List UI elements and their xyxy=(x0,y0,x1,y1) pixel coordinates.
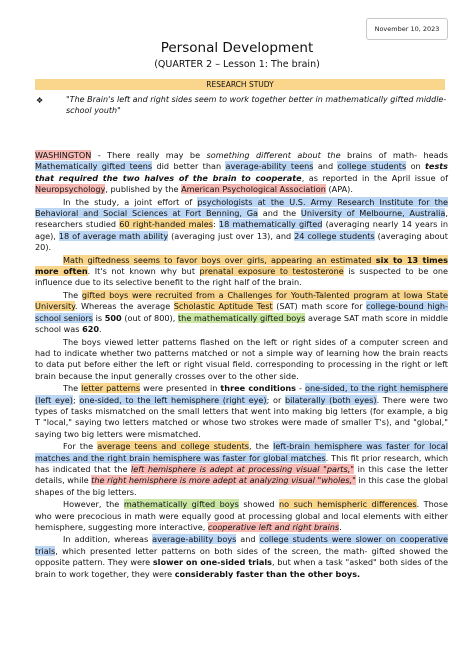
span: , published by the xyxy=(105,184,182,195)
span: . Those who were precocious in math were equally good at processing global and local elements with either hemisphere, suggesting more interactive, xyxy=(35,499,448,532)
span: average teens and college students xyxy=(97,441,249,452)
span: . xyxy=(99,324,102,335)
span: Mathematically gifted teens xyxy=(35,161,153,172)
span: 620 xyxy=(82,324,100,335)
span: , the xyxy=(249,441,274,452)
span: (averaging just over 13), and xyxy=(168,230,295,241)
span: The xyxy=(63,289,82,300)
span: American Psychological Association xyxy=(181,184,326,195)
span: letter patterns xyxy=(81,383,141,394)
span: (APA). xyxy=(325,184,353,195)
span: , but when a task "asked" both sides of the brain to work together, they were xyxy=(35,557,448,579)
span: average-ability boys xyxy=(152,534,237,545)
span: 500 xyxy=(104,312,122,323)
span: showed xyxy=(238,499,279,510)
span: , researchers studied xyxy=(35,208,449,230)
span: in this case the global shapes of the big letters. xyxy=(35,475,448,497)
span: . There were two types of tasks mismatched on the small letters that went into making big letters (for example, a big T "local," saying two letters matched or whose two strokes were made of smaller T's), and "global," saying two big letters were mismatched. xyxy=(35,394,449,439)
span: . It's not known why but xyxy=(87,266,200,277)
span: three conditions xyxy=(220,383,297,394)
span: (out of 800) xyxy=(121,312,173,323)
span: The boys viewed letter patterns flashed on the left or right sides of a computer screen and had to indicate whether two patterns matched or not a simple way of learning how the brain reacts to data put before either the left or right visual field. corresponding to processing in the right or left brain because the input generally crosses over to the other side. xyxy=(35,336,448,381)
span: the right hemisphere is more adept at analyzing visual "wholes," xyxy=(91,475,356,486)
date-box: November 10, 2023 xyxy=(366,18,448,40)
span: However, the xyxy=(63,499,124,510)
span: (SAT) math score for xyxy=(272,301,367,312)
span: Neuropsychology xyxy=(35,184,106,195)
span: - There really may be xyxy=(91,150,207,160)
span: something different about the xyxy=(206,150,341,160)
span: psychologists at the U.S. Army Research Institute for the Behavioral and Social Sciences at Fort Benning, Ga xyxy=(35,196,448,219)
page-subtitle: (QUARTER 2 – Lesson 1: The brain) xyxy=(154,59,320,70)
span: slower on one-sided trials xyxy=(152,557,272,568)
span: (averaging about 20). xyxy=(35,230,448,253)
span: : xyxy=(212,219,219,230)
span: six to 13 times more often xyxy=(35,254,448,277)
span: the mathematically gifted boys xyxy=(177,312,306,323)
span: were slower on cooperative trials xyxy=(35,534,448,556)
span: 18 mathematically gifted xyxy=(218,219,323,230)
span: 24 college students xyxy=(294,230,375,241)
span: and the xyxy=(258,208,301,219)
span: University of Melbourne, Australia xyxy=(300,208,446,219)
span: college students xyxy=(337,161,407,172)
span: In addition, whereas xyxy=(63,534,153,545)
article-body xyxy=(35,150,448,581)
paragraph-4 xyxy=(35,290,448,336)
quote-text: "The Brain's left and right sides seem to work together better in mathematically gifted middle- school youth" xyxy=(66,95,447,115)
span: . This fit prior research, which has indicated that the xyxy=(35,452,448,474)
span: ; or xyxy=(266,394,285,405)
span: is suspected to be one influence due to its selective benefit to the right half of the brain. xyxy=(35,266,448,288)
span: on xyxy=(406,161,426,172)
span: ; xyxy=(72,394,80,405)
paragraph-1 xyxy=(35,150,448,196)
span: 60 right-handed males xyxy=(119,219,213,230)
paragraph-2 xyxy=(35,197,448,254)
span: did better than xyxy=(152,161,226,172)
span: one-sided, to the right hemisphere (left eye) xyxy=(35,383,448,405)
span: In the study, a joint effort of xyxy=(63,196,198,207)
span: cooperative left and right brains xyxy=(207,522,340,532)
span: no such hemispheric differences xyxy=(278,499,417,510)
paragraph-3 xyxy=(35,255,448,289)
span: , which presented letter patterns on both sides of the screen, the math- gifted showed the opposite pattern. They were xyxy=(35,545,448,568)
span: brains of math- heads xyxy=(340,150,448,160)
span: college students xyxy=(259,534,328,545)
paragraph-8 xyxy=(35,499,448,533)
diamond-bullet-icon: ❖ xyxy=(36,96,44,105)
span: mathematically gifted boys xyxy=(123,499,239,510)
research-quote xyxy=(36,94,448,116)
span: (averaging nearly 14 years in age), xyxy=(35,219,449,241)
span: . xyxy=(339,522,342,532)
span: Math giftedness seems to favor boys over girls, appearing an estimated xyxy=(63,254,372,265)
span: were presented in xyxy=(140,383,221,394)
span: gifted boys were recruited from a Challenges for Youth-Talented program at Iowa State University xyxy=(35,289,448,312)
span: tests that required the two halves of the brain to cooperate xyxy=(35,161,448,183)
span: college-bound high-school seniors xyxy=(35,301,448,323)
span: left-brain hemisphere was faster for local matches and the right brain hemisphere was faster for global matches xyxy=(35,441,448,463)
page-title: Personal Development xyxy=(160,40,314,56)
span: average-ability teens xyxy=(225,161,314,172)
span: left hemisphere is adept at processing visual "parts," xyxy=(130,463,355,474)
paragraph-7 xyxy=(35,441,448,498)
paragraph-9 xyxy=(35,534,448,580)
span: - xyxy=(296,383,305,394)
span: in this case the letter details, while xyxy=(35,463,448,486)
span: considerably faster than the other boys. xyxy=(174,568,361,579)
span: average SAT math score in middle school was xyxy=(35,312,449,335)
span: . Whereas the average xyxy=(74,301,174,312)
span: The xyxy=(63,383,82,394)
span: one-sided, to the left hemisphere (right eye) xyxy=(79,394,267,405)
span: and xyxy=(236,534,260,545)
paragraph-6 xyxy=(35,383,448,440)
section-label: RESEARCH STUDY xyxy=(35,79,445,90)
span: is xyxy=(92,312,105,323)
span: and xyxy=(313,161,338,172)
paragraph-5 xyxy=(35,337,448,383)
span: For the xyxy=(63,441,98,452)
span: bilaterally (both eyes) xyxy=(284,394,377,405)
span: 18 of average math ability xyxy=(58,230,169,241)
span: WASHINGTON xyxy=(35,150,92,160)
span: , as reported in the April issue of xyxy=(301,172,448,183)
span: Scholastic Aptitude Test xyxy=(173,301,273,312)
span: prenatal exposure to testosterone xyxy=(199,266,344,277)
span: , xyxy=(172,312,178,323)
